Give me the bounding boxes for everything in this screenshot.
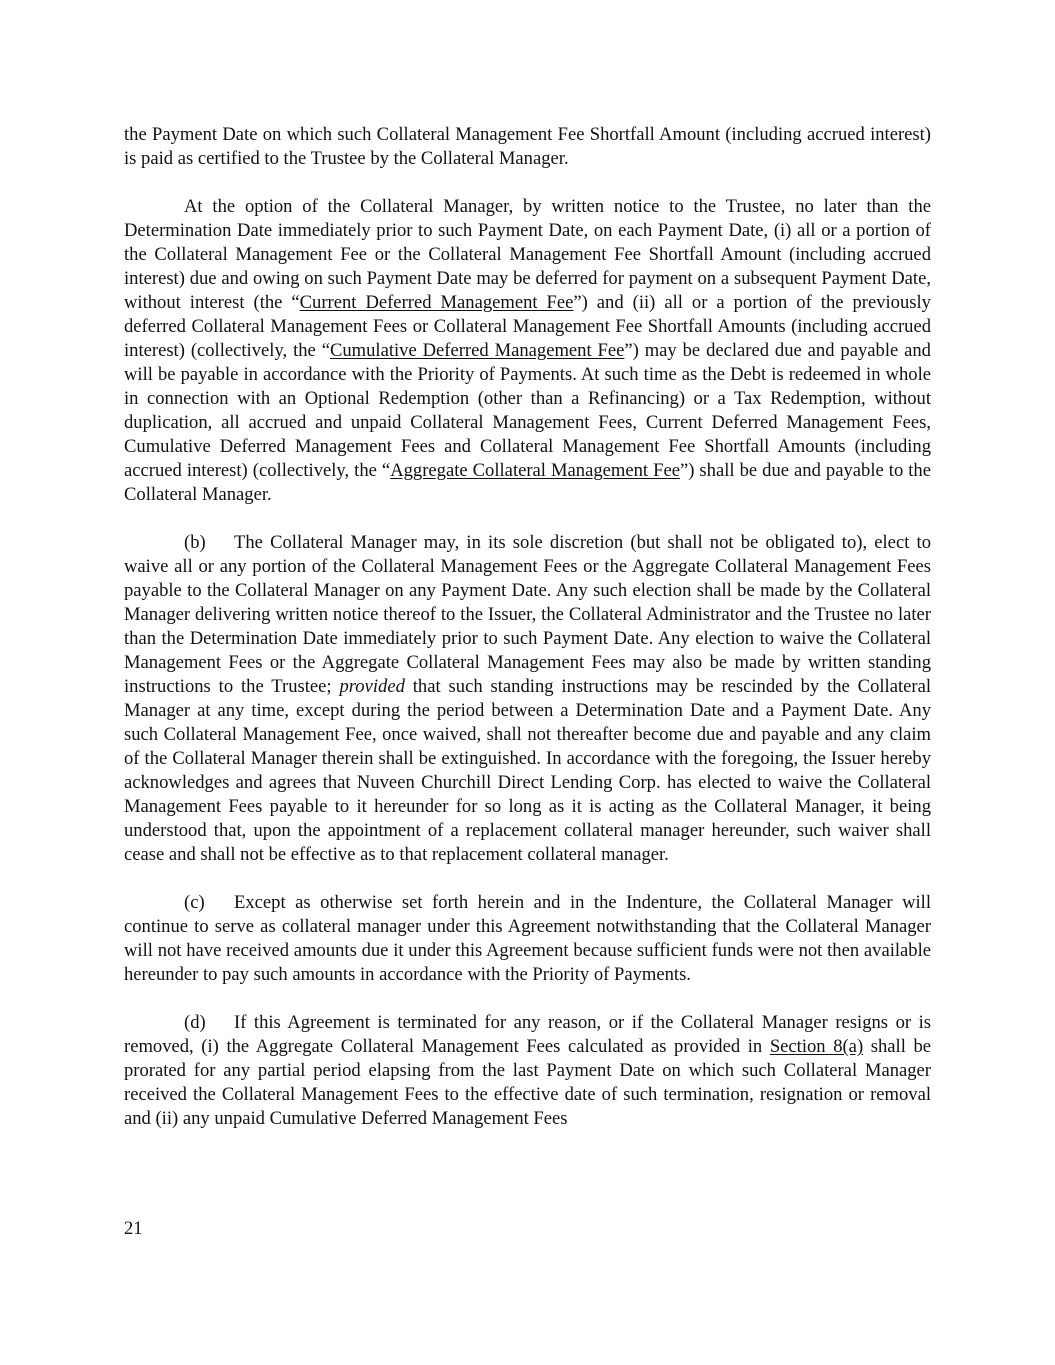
emphasis-provided: provided — [339, 676, 405, 697]
text: ”) may be declared due and payable and will be payable in accordance with the Priority of Payments. At such time as the Debt is redeemed in whole in connection with an Optional Redemption (other than a Refinancing) or a Tax Redemption, without duplication, all accrued and unpaid Collateral Management Fees, Current Deferred Management Fees, Cumulative Deferred Management Fees and Collateral Management Fee Shortfall Amounts (including accrued interest) (collectively, the “ — [124, 340, 931, 481]
text: ”) and (ii) all or a portion of the previously deferred Collateral Management Fees or Collateral Management Fee Shortfall Amounts (including accrued interest) (collectively, the “ — [124, 292, 931, 361]
paragraph-c — [124, 891, 931, 987]
document-page — [124, 123, 931, 1155]
defined-term-current-deferred-management-fee: Current Deferred Management Fee — [299, 292, 574, 313]
paragraph-label: (b) — [184, 532, 206, 553]
text: At the option of the Collateral Manager, by written notice to the Trustee, no later than the Determination Date immediately prior to such Payment Date, on each Payment Date, (i) all or a portion of the Collateral Management Fee or the Collateral Management Fee Shortfall Amount (including accrued interest) due and owing on such Payment Date may be deferred for payment on a subsequent Payment Date, without interest (the “ — [124, 196, 931, 313]
paragraph-label: (d) — [184, 1012, 206, 1033]
paragraph-b — [124, 531, 931, 867]
text: the Payment Date on which such Collateral Management Fee Shortfall Amount (including accrued interest) is paid as certified to the Trustee by the Collateral Manager. — [124, 124, 931, 169]
text: shall be prorated for any partial period elapsing from the last Payment Date on which such Collateral Manager received the Collateral Management Fees to the effective date of such termination, resignation or removal and (ii) any unpaid Cumulative Deferred Management Fees — [124, 1036, 932, 1129]
paragraph-d — [124, 1011, 931, 1131]
defined-term-aggregate-collateral-management-fee: Aggregate Collateral Management Fee — [390, 460, 680, 481]
text: If this Agreement is terminated for any reason, or if the Collateral Manager resigns or is removed, (i) the Aggregate Collateral Management Fees calculated as provided in — [124, 1012, 931, 1057]
paragraph-label: (c) — [184, 892, 205, 913]
text: The Collateral Manager may, in its sole discretion (but shall not be obligated to), elect to waive all or any portion of the Collateral Management Fees or the Aggregate Collateral Management Fees payable to the Collateral Manager on any Payment Date. Any such election shall be made by the Collateral Manager delivering written notice thereof to the Issuer, the Collateral Administrator and the Trustee no later than the Determination Date immediately prior to such Payment Date. Any election to waive the Collateral Management Fees or the Aggregate Collateral Management Fees may also be made by written standing instructions to the Trustee; — [124, 532, 931, 697]
page-number: 21 — [124, 1218, 143, 1239]
text: ”) shall be due and payable to the Collateral Manager. — [124, 460, 931, 505]
text: that such standing instructions may be rescinded by the Collateral Manager at any time, except during the period between a Determination Date and a Payment Date. Any such Collateral Management Fee, once waived, shall not thereafter become due and payable and any claim of the Collateral Manager therein shall be extinguished. In accordance with the foregoing, the Issuer hereby acknowledges and agrees that Nuveen Churchill Direct Lending Corp. has elected to waive the Collateral Management Fees payable to it hereunder for so long as it is acting as the Collateral Manager, it being understood that, upon the appointment of a replacement collateral manager hereunder, such waiver shall cease and shall not be effective as to that replacement collateral manager. — [124, 676, 931, 865]
section-reference-link: Section 8(a) — [769, 1036, 864, 1057]
defined-term-cumulative-deferred-management-fee: Cumulative Deferred Management Fee — [329, 340, 625, 361]
paragraph-deferral — [124, 195, 931, 507]
text: Except as otherwise set forth herein and in the Indenture, the Collateral Manager will continue to serve as collateral manager under this Agreement notwithstanding that the Collateral Manager will not have received amounts due it under this Agreement because sufficient funds were not then available hereunder to pay such amounts in accordance with the Priority of Payments. — [124, 892, 931, 985]
paragraph-continuation — [124, 123, 931, 171]
